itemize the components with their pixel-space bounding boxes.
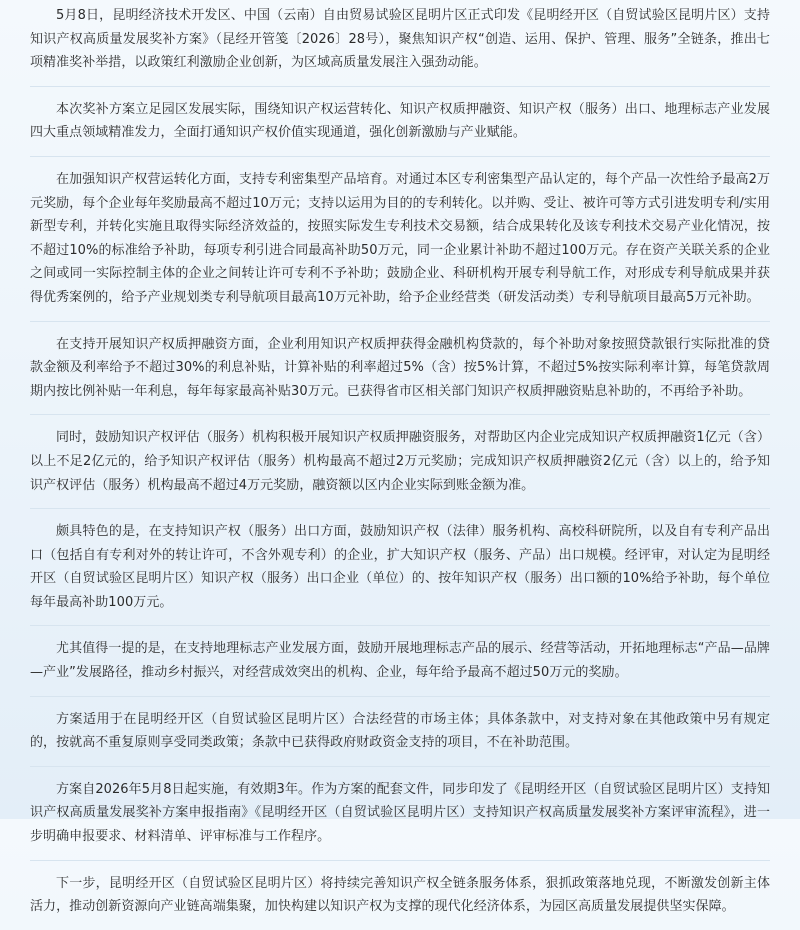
paragraph-geographical-indication: 尤其值得一提的是，在支持地理标志产业发展方面，鼓励开展地理标志产品的展示、经营等活动，开拓地理标志“产品—品牌—产业”发展路径，推动乡村振兴，对经营成效突出的机构、企业，每年给予最高不超过50万元的奖励。 xyxy=(30,637,770,696)
paragraph-operation-transfer: 在加强知识产权营运转化方面，支持专利密集型产品培育。对通过本区专利密集型产品认定的，每个产品一次性给予最高2万元奖励，每个企业每年奖励最高不超过10万元；支持以运用为目的的专利转化。以并购、受让、被许可等方式引进发明专利/实用新型专利，并转化实施且取得实际经济效益的，按照实际发生专利技术交易额，结合成果转化及该专利技术交易产业化情况，按不超过10%的标准给予补助，每项专利引进合同最高补助50万元，同一企业累计补助不超过100万元。存在资产关联关系的企业之间或同一实际控制主体的企业之间转让许可专利不予补助；鼓励企业、科研机构开展专利导航工作，对形成专利导航成果并获得优秀案例的，给予产业规划类专利导航项目最高10万元补助，给予企业经营类（研发活动类）专利导航项目最高5万元补助。 xyxy=(30,168,770,322)
paragraph-focus-areas: 本次奖补方案立足园区发展实际，围绕知识产权运营转化、知识产权质押融资、知识产权（服务）出口、地理标志产业发展四大重点领域精准发力，全面打通知识产权价值实现通道，强化创新激励与产业赋能。 xyxy=(30,98,770,157)
paragraph-pledge-financing: 在支持开展知识产权质押融资方面，企业利用知识产权质押获得金融机构贷款的，每个补助对象按照贷款银行实际批准的贷款金额及利率给予不超过30%的利息补贴，计算补贴的利率超过5%（含）按5%计算，不超过5%按实际利率计算，每笔贷款周期内按比例补贴一年利息，每年每家最高补贴30万元。已获得省市区相关部门知识产权质押融资贴息补助的，不再给予补助。 xyxy=(30,333,770,416)
paragraph-next-steps: 下一步，昆明经开区（自贸试验区昆明片区）将持续完善知识产权全链条服务体系，狠抓政策落地兑现，不断激发创新主体活力，推动创新资源向产业链高端集聚，加快构建以知识产权为支撑的现代化经济体系，为园区高质量发展提供坚实保障。 xyxy=(30,875,770,915)
paragraph-intro: 5月8日，昆明经济技术开发区、中国（云南）自由贸易试验区昆明片区正式印发《昆明经开区（自贸试验区昆明片区）支持知识产权高质量发展奖补方案》（昆经开管笺〔2026〕28号），聚焦知识产权“创造、运用、保护、管理、服务”全链条，推出七项精准奖补举措，以政策红利激励企业创新，为区域高质量发展注入强劲动能。 xyxy=(30,4,770,87)
paragraph-evaluation-service: 同时，鼓励知识产权评估（服务）机构积极开展知识产权质押融资服务，对帮助区内企业完成知识产权质押融资1亿元（含）以上不足2亿元的，给予知识产权评估（服务）机构最高不超过2万元奖励；完成知识产权质押融资2亿元（含）以上的，给予知识产权评估（服务）机构最高不超过4万元奖励，融资额以区内企业实际到账金额为准。 xyxy=(30,426,770,509)
paragraph-service-export: 颇具特色的是，在支持知识产权（服务）出口方面，鼓励知识产权（法律）服务机构、高校科研院所，以及自有专利产品出口（包括自有专利对外的转让许可，不含外观专利）的企业，扩大知识产权（服务、产品）出口规模。经评审，对认定为昆明经开区（自贸试验区昆明片区）知识产权（服务）出口企业（单位）的、按年知识产权（服务）出口额的10%给予补助，每个单位每年最高补助100万元。 xyxy=(30,520,770,626)
paragraph-scope: 方案适用于在昆明经开区（自贸试验区昆明片区）合法经营的市场主体；具体条款中，对支持对象在其他政策中另有规定的，按就高不重复原则享受同类政策；条款中已获得政府财政资金支持的项目，不在补助范围。 xyxy=(30,708,770,767)
paragraph-effective-date: 方案自2026年5月8日起实施，有效期3年。作为方案的配套文件，同步印发了《昆明经开区（自贸试验区昆明片区）支持知识产权高质量发展奖补方案申报指南》《昆明经开区（自贸试验区昆明片区）支持知识产权高质量发展奖补方案评审流程》，进一步明确申报要求、材料清单、评审标准与工作程序。 xyxy=(30,778,770,861)
